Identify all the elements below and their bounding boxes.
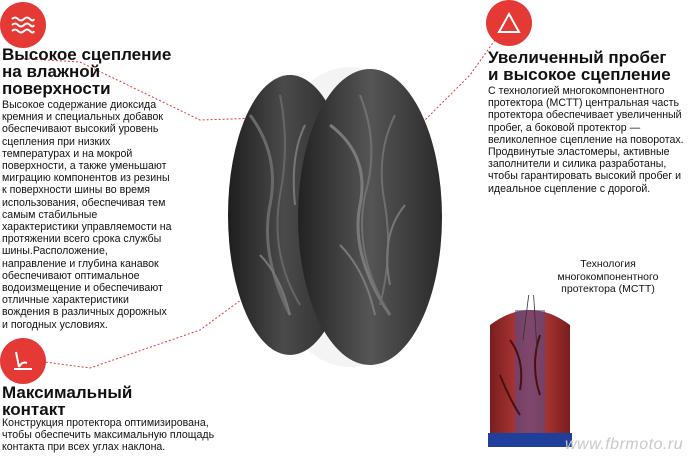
mileage-title-line-1: Увеличенный пробег (488, 48, 667, 67)
contact-title-line-1: Максимальный (2, 383, 133, 402)
wet-grip-title-line-3: поверхности (2, 79, 111, 98)
contact-icon (0, 338, 46, 384)
center-blue-band (488, 433, 572, 447)
contact-title (2, 384, 132, 418)
mctt-label: Технология многокомпонентного протектора (MCTT) (557, 258, 659, 295)
mileage-icon (486, 0, 532, 46)
wet-grip-title (2, 46, 171, 97)
mileage-title (488, 49, 671, 83)
mileage-title-line-2: и высокое сцепление (488, 65, 671, 84)
wet-grip-title-line-1: Высокое сцепление (2, 45, 172, 64)
contact-body: Конструкция протектора оптимизирована, чтобы обеспечить максимальную площадь контакта при всех углах наклона. (2, 417, 215, 454)
front-tire (298, 69, 442, 365)
wet-grip-title-line-2: на влажной (2, 62, 101, 81)
watermark: www.fbrmoto.ru (565, 436, 684, 453)
wet-grip-icon (0, 2, 46, 48)
wet-grip-body: Высокое содержание диоксида кремния и специальных добавок обеспечивают высокий уровень сцепления при низких температурах и на мокрой поверхности, а также уменьшают миграцию компонентов из резины к поверхности шины во время использования, обеспечивая тем самым стабильные характеристики управляемости на протяжении всего срока службы шины.Расположение, направление и глубина канавок обеспечивают оптимальное водоизмещение и обеспечивают отличные характеристики вождения в различных дорожных и погодных условиях. (2, 99, 172, 331)
mctt-tire-illustration (485, 295, 575, 450)
mileage-body: С технологией многокомпонентного протектора (MCTT) центральная часть протектора обеспечивает увеличенный пробег, а боковой протектор — великолепное сцепление на поворотах. Продвинутые эластомеры, активные заполнители и силика разработаны, чтобы гарантировать высокий пробег и идеальное сцепление с дорогой. (488, 85, 684, 195)
tires-illustration (210, 55, 450, 375)
contact-title-line-2: контакт (2, 400, 66, 419)
